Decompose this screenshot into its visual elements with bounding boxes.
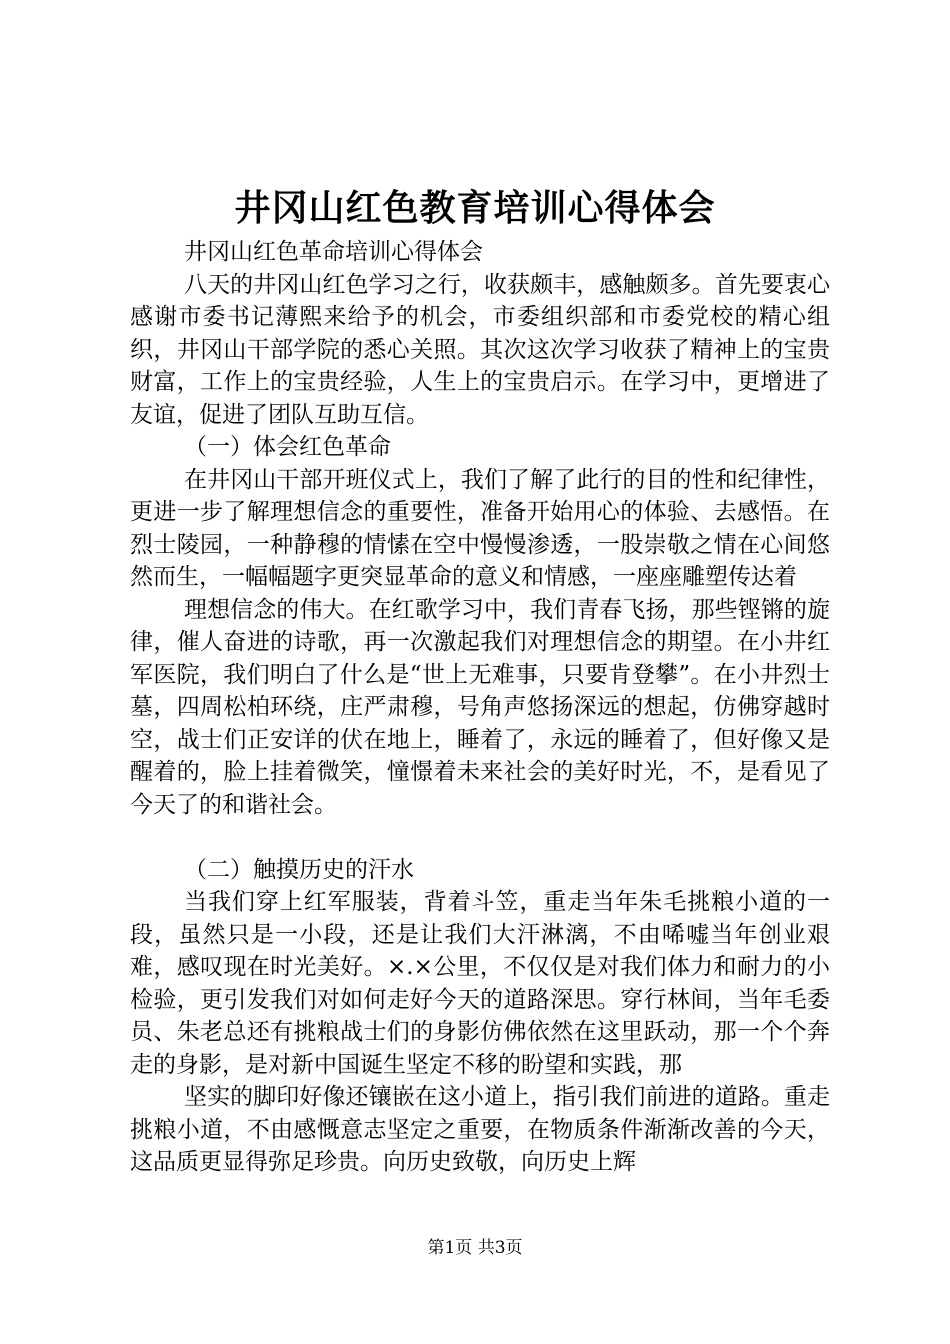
- page-number: 第1页 共3页: [427, 1238, 523, 1258]
- section-heading: （一）体会红色革命: [184, 434, 391, 460]
- section-heading: （二）触摸历史的汗水: [184, 856, 414, 883]
- document-title: 井冈山红色教育培训心得体会: [234, 187, 716, 229]
- body-paragraph: 当我们穿上红军服装，背着斗笠，重走当年朱毛挑粮小道的一段，虽然只是一小段，还是让我们大汗淋漓，不由唏嘘当年创业艰难，感叹现在时光美好。×.×公里，不仅仅是对我们体力和耐力的小检验，更引发我们对如何走好今天的道路深思。穿行林间，当年毛委员、朱老总还有挑粮战士们的身影仿佛依然在这里跃动，那一个个奔走的身影，是对新中国诞生坚定不移的盼望和实践，那: [130, 889, 830, 1078]
- blank-line: [130, 821, 830, 854]
- body-paragraph: 理想信念的伟大。在红歌学习中，我们青春飞扬，那些铿锵的旋律，催人奋进的诗歌，再一次激起我们对理想信念的期望。在小井红军医院，我们明白了什么是“世上无难事，只要肯登攀”。在小井烈士墓，四周松柏环绕，庄严肃穆，号角声悠扬深远的想起，仿佛穿越时空，战士们正安详的伏在地上，睡着了，永远的睡着了，但好像又是醒着的，脸上挂着微笑，憧憬着未来社会的美好时光，不，是看见了今天了的和谐社会。: [130, 596, 830, 818]
- document-body: [130, 236, 830, 1179]
- subtitle-paragraph: 井冈山红色革命培训心得体会: [184, 239, 483, 265]
- body-paragraph: 在井冈山干部开班仪式上，我们了解了此行的目的性和纪律性，更进一步了解理想信念的重要性，准备开始用心的体验、去感悟。在烈士陵园，一种静穆的情愫在空中慢慢渗透，一股崇敬之情在心间悠然而生，一幅幅题字更突显革命的意义和情感，一座座雕塑传达着: [130, 466, 830, 590]
- body-paragraph: 坚实的脚印好像还镶嵌在这小道上，指引我们前进的道路。重走挑粮小道，不由感慨意志坚定之重要，在物质条件渐渐改善的今天，这品质更显得弥足珍贵。向历史致敬，向历史上辉: [130, 1084, 830, 1175]
- body-paragraph: 八天的井冈山红色学习之行，收获颇丰，感触颇多。首先要衷心感谢市委书记薄熙来给予的机会，市委组织部和市委党校的精心组织，井冈山干部学院的悉心关照。其次这次学习收获了精神上的宝贵财富，工作上的宝贵经验，人生上的宝贵启示。在学习中，更增进了友谊，促进了团队互助互信。: [130, 271, 830, 428]
